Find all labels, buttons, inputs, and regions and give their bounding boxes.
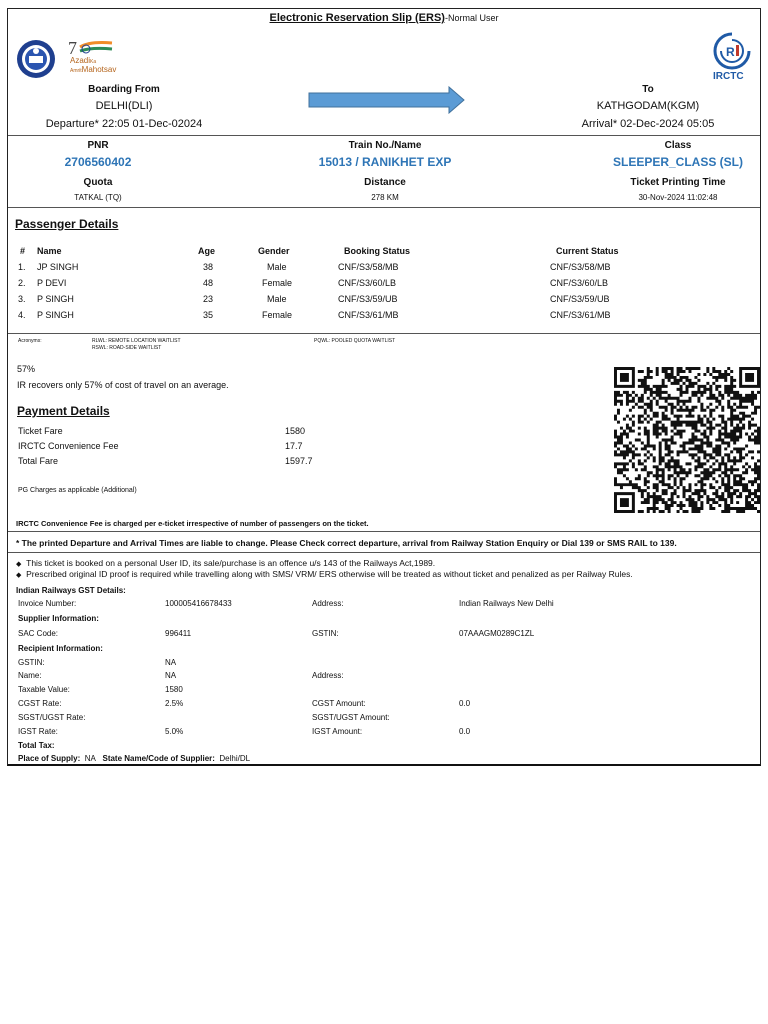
passenger-gender: Female [262, 278, 293, 288]
bullet-text: Prescribed original ID proof is required while travelling along with SMS/ VRM/ ERS otherwise will be treated as without ticket and penalized as per Railway Rules. [26, 569, 633, 579]
payment-details-title: Payment Details [17, 404, 110, 418]
passenger-gender: Male [267, 294, 287, 304]
passenger-details-title: Passenger Details [15, 217, 119, 231]
row-index: 4. [18, 310, 26, 320]
passenger-age: 23 [203, 294, 214, 304]
acronym-rswl: RSWL: ROAD-SIDE WAITLIST [92, 345, 162, 351]
quota-value: TATKAL (TQ) [74, 193, 122, 202]
irctc-logo [712, 31, 752, 83]
bullet-note-1: ◆ This ticket is booked on a personal User ID, its sale/purchase is an offence u/s 143 of the Railways Act,1989. [16, 558, 436, 568]
divider [8, 135, 760, 136]
igst-rate-label: IGST Rate: [18, 727, 58, 736]
address-value: Indian Railways New Delhi [459, 599, 554, 608]
mahotsav-text: Mahotsav [81, 65, 117, 74]
col-header-current-status: Current Status [556, 246, 619, 256]
printing-time-label: Ticket Printing Time [630, 177, 726, 188]
qr-code [614, 367, 760, 513]
taxable-value-label: Taxable Value: [18, 685, 70, 694]
cgst-rate-value: 2.5% [165, 699, 184, 708]
train-label: Train No./Name [348, 140, 422, 151]
azadi-ka-amrit-mahotsav-logo [66, 37, 116, 79]
col-header-booking-status: Booking Status [344, 246, 411, 256]
passenger-gender: Male [267, 262, 287, 272]
document-title [8, 12, 760, 24]
state-supplier-value: Delhi/DL [219, 754, 251, 763]
arrival-time: Arrival* 02-Dec-2024 05:05 [581, 118, 715, 130]
divider [8, 333, 760, 334]
bullet-text: This ticket is booked on a personal User ID, its sale/purchase is an offence u/s 143 of the Railways Act,1989. [26, 558, 436, 568]
passenger-name: P SINGH [37, 294, 74, 304]
acronym-rlwl: RLWL: REMOTE LOCATION WAITLIST [92, 338, 181, 344]
distance-label: Distance [364, 177, 406, 188]
current-status: CNF/S3/60/LB [550, 278, 609, 288]
convenience-fee-note: IRCTC Convenience Fee is charged per e-ticket irrespective of number of passengers on the ticket. [16, 519, 369, 528]
cgst-amount-value: 0.0 [459, 699, 471, 708]
train-value: 15013 / RANIKHET EXP [318, 155, 452, 169]
svg-text:R: R [726, 45, 735, 59]
irctc-logo-icon [712, 31, 752, 71]
recipient-gstin-value: NA [165, 658, 177, 667]
to-station: KATHGODAM(KGM) [596, 100, 700, 112]
recipient-gstin-label: GSTIN: [18, 658, 45, 667]
row-index: 1. [18, 262, 26, 272]
recovery-percent: 57% [17, 364, 36, 374]
recipient-info-title: Recipient Information: [18, 644, 103, 653]
pnr-label: PNR [87, 140, 109, 151]
gst-title: Indian Railways GST Details: [16, 586, 126, 595]
taxable-value: 1580 [165, 685, 183, 694]
passenger-age: 48 [203, 278, 214, 288]
ers-document [7, 8, 761, 766]
booking-status: CNF/S3/60/LB [338, 278, 397, 288]
invoice-value: 100005416678433 [165, 599, 232, 608]
sac-value: 996411 [165, 629, 192, 638]
igst-amount-value: 0.0 [459, 727, 471, 736]
boarding-station: DELHI(DLI) [95, 100, 153, 112]
total-tax-label: Total Tax: [18, 741, 55, 750]
qr-code-icon [614, 367, 760, 513]
class-value: SLEEPER_CLASS (SL) [612, 155, 744, 169]
pg-charges-note: PG Charges as applicable (Additional) [18, 487, 137, 494]
col-header-index: # [20, 246, 26, 256]
passenger-name: JP SINGH [37, 262, 79, 272]
departure-time: Departure* 22:05 01-Dec-02024 [45, 118, 203, 130]
current-status: CNF/S3/59/UB [550, 294, 610, 304]
ers-subtitle: -Normal User [444, 13, 499, 23]
journey-arrow-icon [308, 86, 466, 114]
booking-status: CNF/S3/58/MB [338, 262, 399, 272]
passenger-name: P SINGH [37, 310, 74, 320]
sgst-rate-label: SGST/UGST Rate: [18, 713, 86, 722]
convenience-fee-value: 17.7 [285, 441, 303, 451]
boarding-from-label: Boarding From [88, 84, 160, 95]
booking-status: CNF/S3/61/MB [338, 310, 399, 320]
supplier-info-title: Supplier Information: [18, 614, 99, 623]
place-of-supply-line [18, 754, 250, 763]
cgst-rate-label: CGST Rate: [18, 699, 62, 708]
current-status: CNF/S3/61/MB [550, 310, 611, 320]
passenger-gender: Female [262, 310, 293, 320]
supplier-gstin-label: GSTIN: [312, 629, 339, 638]
passenger-age: 35 [203, 310, 214, 320]
distance-value: 278 KM [371, 193, 399, 202]
total-fare-value: 1597.7 [285, 456, 313, 466]
igst-amount-label: IGST Amount: [312, 727, 363, 736]
recipient-name-label: Name: [18, 671, 42, 680]
bullet-note-2: ◆ Prescribed original ID proof is required while travelling along with SMS/ VRM/ ERS otherwise will be treated as without ticket and penalized as per Railway Rules. [16, 569, 633, 579]
ticket-fare-value: 1580 [285, 426, 306, 436]
col-header-name: Name [37, 246, 62, 256]
divider [8, 552, 760, 553]
state-supplier-label: State Name/Code of Supplier: [102, 754, 215, 763]
passenger-age: 38 [203, 262, 214, 272]
ers-title: Electronic Reservation Slip (ERS) [269, 12, 445, 24]
current-status: CNF/S3/58/MB [550, 262, 611, 272]
class-label: Class [664, 140, 692, 151]
place-of-supply-label: Place of Supply: [18, 754, 81, 763]
ticket-fare-label: Ticket Fare [18, 426, 63, 436]
invoice-label: Invoice Number: [18, 599, 77, 608]
divider [8, 207, 760, 208]
row-index: 3. [18, 294, 26, 304]
igst-rate-value: 5.0% [165, 727, 184, 736]
place-of-supply-value: NA [84, 754, 96, 763]
divider [8, 531, 760, 532]
booking-status: CNF/S3/59/UB [338, 294, 398, 304]
irctc-logo-text: IRCTC [713, 71, 744, 82]
col-header-age: Age [198, 246, 216, 256]
recipient-name-value: NA [165, 671, 177, 680]
sac-label: SAC Code: [18, 629, 59, 638]
pnr-value: 2706560402 [64, 155, 132, 169]
row-index: 2. [18, 278, 26, 288]
col-header-gender: Gender [258, 246, 290, 256]
acronyms-label: Acronyms: [18, 338, 42, 344]
acronym-pqwl: PQWL: POOLED QUOTA WAITLIST [314, 338, 396, 344]
recovery-text: IR recovers only 57% of cost of travel on an average. [17, 380, 229, 390]
ka-text: Ka [90, 59, 97, 65]
cgst-amount-label: CGST Amount: [312, 699, 366, 708]
amrit-text: Amrit [70, 68, 82, 74]
recipient-address-label: Address: [312, 671, 344, 680]
to-label: To [642, 84, 654, 95]
printing-time-value: 30-Nov-2024 11:02:48 [638, 193, 718, 202]
passenger-name: P DEVI [37, 278, 67, 288]
sgst-amount-label: SGST/UGST Amount: [312, 713, 390, 722]
convenience-fee-label: IRCTC Convenience Fee [18, 441, 119, 451]
indian-railways-logo-icon [16, 39, 56, 79]
quota-label: Quota [83, 177, 113, 188]
timing-note: * The printed Departure and Arrival Times are liable to change. Please Check correct departure, arrival from Railway Station Enquiry or Dial 139 or SMS RAIL to 139. [16, 538, 677, 548]
svg-text:7: 7 [68, 38, 77, 58]
total-fare-label: Total Fare [18, 456, 59, 466]
supplier-gstin-value: 07AAAGM0289C1ZL [459, 629, 535, 638]
azadi-text: Azadi [70, 56, 91, 65]
address-label: Address: [312, 599, 344, 608]
